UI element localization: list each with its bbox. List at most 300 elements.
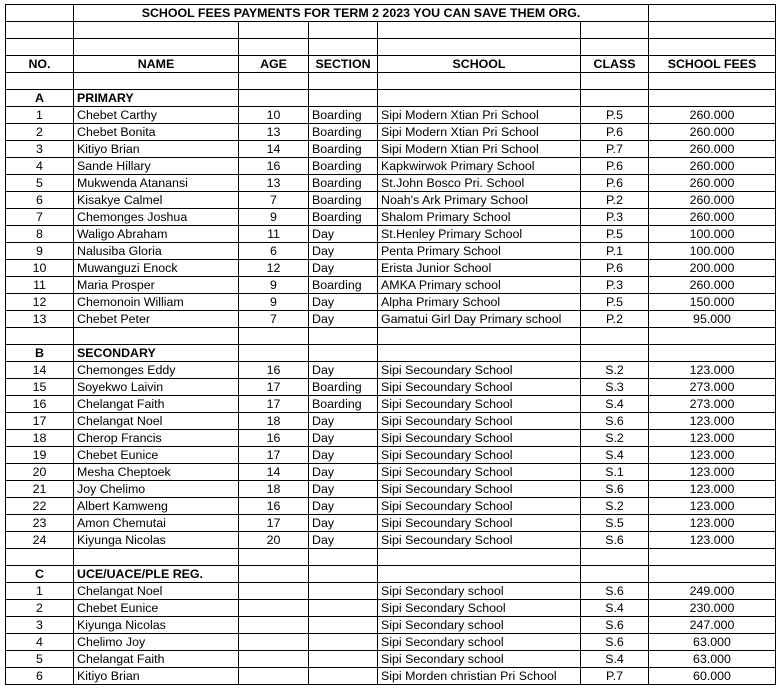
table-row: [6, 464, 776, 481]
cell-section[interactable]: Day: [309, 430, 378, 447]
cell-section[interactable]: Boarding: [309, 158, 378, 175]
cell-section[interactable]: Day: [309, 464, 378, 481]
cell-school[interactable]: Gamatui Girl Day Primary school: [378, 311, 581, 328]
empty-cell[interactable]: [378, 90, 581, 107]
empty-cell[interactable]: [239, 549, 309, 566]
cell-fees[interactable]: 260.000: [649, 141, 776, 158]
section-letter[interactable]: A: [6, 90, 74, 107]
cell-section[interactable]: Boarding: [309, 124, 378, 141]
cell-age[interactable]: 9: [239, 294, 309, 311]
section-label[interactable]: SECONDARY: [74, 345, 239, 362]
cell-class[interactable]: S.4: [581, 447, 649, 464]
cell-school[interactable]: Alpha Primary School: [378, 294, 581, 311]
empty-cell[interactable]: [378, 39, 581, 56]
cell-fees[interactable]: 200.000: [649, 260, 776, 277]
empty-cell[interactable]: [309, 549, 378, 566]
table-row: [6, 107, 776, 124]
cell-name[interactable]: Chebet Peter: [74, 311, 239, 328]
cell-section[interactable]: Boarding: [309, 379, 378, 396]
empty-cell[interactable]: [309, 39, 378, 56]
cell-no[interactable]: 3: [6, 141, 74, 158]
cell-no[interactable]: 5: [6, 175, 74, 192]
empty-cell[interactable]: [378, 328, 581, 345]
empty-cell[interactable]: [239, 328, 309, 345]
empty-cell[interactable]: [6, 39, 74, 56]
cell-school[interactable]: Sipi Secoundary School: [378, 515, 581, 532]
cell-section[interactable]: Day: [309, 532, 378, 549]
cell-no[interactable]: 3: [6, 617, 74, 634]
header-fees[interactable]: SCHOOL FEES: [649, 56, 776, 73]
cell-fees[interactable]: 150.000: [649, 294, 776, 311]
cell-fees[interactable]: 123.000: [649, 498, 776, 515]
cell-age[interactable]: 20: [239, 532, 309, 549]
table-row: [6, 515, 776, 532]
cell-school[interactable]: Sipi Secoundary School: [378, 430, 581, 447]
cell-name[interactable]: Chebet Bonita: [74, 124, 239, 141]
cell-class[interactable]: P.5: [581, 226, 649, 243]
cell-name[interactable]: Albert Kamweng: [74, 498, 239, 515]
cell-class[interactable]: S.4: [581, 651, 649, 668]
cell-class[interactable]: P.2: [581, 192, 649, 209]
table-row: [6, 668, 776, 685]
empty-cell[interactable]: [378, 73, 581, 90]
cell-section[interactable]: Day: [309, 413, 378, 430]
empty-cell[interactable]: [239, 39, 309, 56]
cell-no[interactable]: 11: [6, 277, 74, 294]
cell-class[interactable]: P.7: [581, 668, 649, 685]
cell-name[interactable]: Joy Chelimo: [74, 481, 239, 498]
cell-fees[interactable]: 123.000: [649, 362, 776, 379]
cell-class[interactable]: S.3: [581, 379, 649, 396]
cell-school[interactable]: Shalom Primary School: [378, 209, 581, 226]
empty-cell[interactable]: [649, 328, 776, 345]
cell-section[interactable]: [309, 600, 378, 617]
cell-fees[interactable]: 273.000: [649, 396, 776, 413]
cell-section[interactable]: Day: [309, 362, 378, 379]
empty-cell[interactable]: [74, 39, 239, 56]
cell-age[interactable]: 9: [239, 277, 309, 294]
cell-no[interactable]: 9: [6, 243, 74, 260]
cell-class[interactable]: S.1: [581, 464, 649, 481]
cell-no[interactable]: 23: [6, 515, 74, 532]
empty-cell[interactable]: [378, 549, 581, 566]
section-letter[interactable]: C: [6, 566, 74, 583]
table-row: [6, 413, 776, 430]
cell-age[interactable]: 18: [239, 413, 309, 430]
empty-cell[interactable]: [239, 22, 309, 39]
cell-school[interactable]: Sipi Secondary school: [378, 583, 581, 600]
cell-class[interactable]: S.2: [581, 362, 649, 379]
cell-class[interactable]: S.6: [581, 481, 649, 498]
cell-class[interactable]: P.5: [581, 294, 649, 311]
header-school[interactable]: SCHOOL: [378, 56, 581, 73]
cell-age[interactable]: 13: [239, 175, 309, 192]
cell-name[interactable]: Chebet Eunice: [74, 600, 239, 617]
cell-no[interactable]: 19: [6, 447, 74, 464]
cell-age[interactable]: 6: [239, 243, 309, 260]
cell-no[interactable]: 2: [6, 600, 74, 617]
empty-cell[interactable]: [581, 549, 649, 566]
cell-no[interactable]: 10: [6, 260, 74, 277]
cell-class[interactable]: P.3: [581, 277, 649, 294]
cell-no[interactable]: 6: [6, 192, 74, 209]
cell-age[interactable]: [239, 668, 309, 685]
cell-section[interactable]: Day: [309, 226, 378, 243]
cell-name[interactable]: Chemonoin William: [74, 294, 239, 311]
cell-class[interactable]: S.6: [581, 617, 649, 634]
cell-school[interactable]: Sipi Secoundary School: [378, 481, 581, 498]
cell-name[interactable]: Kiyunga Nicolas: [74, 617, 239, 634]
cell-fees[interactable]: 123.000: [649, 464, 776, 481]
cell-section[interactable]: Boarding: [309, 175, 378, 192]
title-spacer-cell[interactable]: [6, 5, 74, 22]
cell-age[interactable]: 9: [239, 209, 309, 226]
cell-age[interactable]: 17: [239, 396, 309, 413]
cell-fees[interactable]: 247.000: [649, 617, 776, 634]
cell-class[interactable]: P.6: [581, 260, 649, 277]
cell-age[interactable]: 16: [239, 362, 309, 379]
empty-cell[interactable]: [309, 90, 378, 107]
cell-section[interactable]: [309, 651, 378, 668]
cell-school[interactable]: Erista Junior School: [378, 260, 581, 277]
cell-name[interactable]: Chebet Carthy: [74, 107, 239, 124]
cell-name[interactable]: Kitiyo Brian: [74, 141, 239, 158]
cell-no[interactable]: 5: [6, 651, 74, 668]
cell-school[interactable]: Sipi Secoundary School: [378, 498, 581, 515]
cell-name[interactable]: Kitiyo Brian: [74, 668, 239, 685]
cell-name[interactable]: Mukwenda Atanansi: [74, 175, 239, 192]
fees-spreadsheet: [5, 4, 776, 685]
empty-cell[interactable]: [309, 566, 378, 583]
cell-school[interactable]: Sipi Secoundary School: [378, 532, 581, 549]
cell-school[interactable]: Sipi Morden christian Pri School: [378, 668, 581, 685]
empty-cell[interactable]: [239, 345, 309, 362]
cell-fees[interactable]: 95.000: [649, 311, 776, 328]
cell-class[interactable]: S.5: [581, 515, 649, 532]
empty-row: [6, 22, 776, 39]
cell-age[interactable]: 17: [239, 515, 309, 532]
cell-section[interactable]: Day: [309, 481, 378, 498]
cell-class[interactable]: P.1: [581, 243, 649, 260]
cell-fees[interactable]: 260.000: [649, 158, 776, 175]
header-no[interactable]: NO.: [6, 56, 74, 73]
cell-class[interactable]: S.4: [581, 396, 649, 413]
cell-class[interactable]: P.3: [581, 209, 649, 226]
cell-age[interactable]: 16: [239, 158, 309, 175]
cell-no[interactable]: 2: [6, 124, 74, 141]
cell-fees[interactable]: 123.000: [649, 413, 776, 430]
cell-school[interactable]: Sipi Secoundary School: [378, 464, 581, 481]
cell-section[interactable]: Day: [309, 243, 378, 260]
cell-fees[interactable]: 63.000: [649, 651, 776, 668]
empty-cell[interactable]: [6, 22, 74, 39]
cell-class[interactable]: S.6: [581, 583, 649, 600]
empty-cell[interactable]: [6, 73, 74, 90]
cell-age[interactable]: 17: [239, 447, 309, 464]
cell-age[interactable]: 14: [239, 464, 309, 481]
cell-class[interactable]: P.6: [581, 158, 649, 175]
cell-fees[interactable]: 260.000: [649, 192, 776, 209]
cell-name[interactable]: Cherop Francis: [74, 430, 239, 447]
cell-class[interactable]: P.2: [581, 311, 649, 328]
cell-name[interactable]: Chelangat Noel: [74, 413, 239, 430]
header-age[interactable]: AGE: [239, 56, 309, 73]
empty-cell[interactable]: [309, 73, 378, 90]
cell-section[interactable]: [309, 634, 378, 651]
cell-fees[interactable]: 100.000: [649, 226, 776, 243]
cell-fees[interactable]: 273.000: [649, 379, 776, 396]
empty-cell[interactable]: [581, 566, 649, 583]
cell-section[interactable]: Day: [309, 311, 378, 328]
cell-fees[interactable]: 123.000: [649, 515, 776, 532]
cell-name[interactable]: Chelangat Noel: [74, 583, 239, 600]
empty-cell[interactable]: [649, 73, 776, 90]
cell-age[interactable]: 11: [239, 226, 309, 243]
cell-name[interactable]: Mesha Cheptoek: [74, 464, 239, 481]
table-row: [6, 447, 776, 464]
cell-name[interactable]: Soyekwo Laivin: [74, 379, 239, 396]
cell-no[interactable]: 21: [6, 481, 74, 498]
title-row: [6, 5, 776, 22]
cell-section[interactable]: [309, 668, 378, 685]
empty-cell[interactable]: [581, 328, 649, 345]
cell-no[interactable]: 12: [6, 294, 74, 311]
empty-cell[interactable]: [649, 566, 776, 583]
cell-no[interactable]: 22: [6, 498, 74, 515]
cell-school[interactable]: Sipi Secoundary School: [378, 413, 581, 430]
cell-fees[interactable]: 260.000: [649, 175, 776, 192]
cell-school[interactable]: Sipi Secoundary School: [378, 447, 581, 464]
cell-name[interactable]: Chemonges Joshua: [74, 209, 239, 226]
cell-name[interactable]: Waligo Abraham: [74, 226, 239, 243]
cell-school[interactable]: Kapkwirwok Primary School: [378, 158, 581, 175]
header-section[interactable]: SECTION: [309, 56, 378, 73]
table-row: [6, 651, 776, 668]
empty-cell[interactable]: [581, 345, 649, 362]
cell-no[interactable]: 17: [6, 413, 74, 430]
cell-section[interactable]: Day: [309, 260, 378, 277]
cell-age[interactable]: [239, 600, 309, 617]
table-row: [6, 226, 776, 243]
cell-school[interactable]: Noah's Ark Primary School: [378, 192, 581, 209]
cell-section[interactable]: Day: [309, 447, 378, 464]
cell-fees[interactable]: 260.000: [649, 107, 776, 124]
table-row: [6, 294, 776, 311]
cell-name[interactable]: Muwanguzi Enock: [74, 260, 239, 277]
cell-name[interactable]: Kiyunga Nicolas: [74, 532, 239, 549]
cell-section[interactable]: Boarding: [309, 277, 378, 294]
cell-no[interactable]: 8: [6, 226, 74, 243]
empty-cell[interactable]: [309, 345, 378, 362]
table-row: [6, 600, 776, 617]
cell-section[interactable]: Boarding: [309, 209, 378, 226]
empty-cell[interactable]: [239, 73, 309, 90]
title-spacer-cell[interactable]: [649, 5, 776, 22]
empty-cell[interactable]: [74, 328, 239, 345]
cell-age[interactable]: [239, 583, 309, 600]
cell-age[interactable]: 14: [239, 141, 309, 158]
cell-section[interactable]: [309, 617, 378, 634]
empty-cell[interactable]: [649, 22, 776, 39]
table-row: [6, 379, 776, 396]
cell-no[interactable]: 7: [6, 209, 74, 226]
empty-cell[interactable]: [309, 22, 378, 39]
cell-no[interactable]: 18: [6, 430, 74, 447]
cell-age[interactable]: 10: [239, 107, 309, 124]
cell-class[interactable]: P.6: [581, 175, 649, 192]
cell-age[interactable]: 17: [239, 379, 309, 396]
cell-no[interactable]: 13: [6, 311, 74, 328]
cell-section[interactable]: Day: [309, 515, 378, 532]
empty-cell[interactable]: [309, 328, 378, 345]
cell-section[interactable]: Boarding: [309, 396, 378, 413]
cell-name[interactable]: Chebet Eunice: [74, 447, 239, 464]
cell-no[interactable]: 15: [6, 379, 74, 396]
cell-school[interactable]: Sipi Modern Xtian Pri School: [378, 107, 581, 124]
empty-cell[interactable]: [649, 39, 776, 56]
empty-cell[interactable]: [74, 22, 239, 39]
cell-fees[interactable]: 249.000: [649, 583, 776, 600]
cell-school[interactable]: Sipi Secondary school: [378, 651, 581, 668]
cell-no[interactable]: 14: [6, 362, 74, 379]
cell-age[interactable]: 16: [239, 430, 309, 447]
cell-age[interactable]: [239, 634, 309, 651]
cell-class[interactable]: S.2: [581, 498, 649, 515]
cell-fees[interactable]: 123.000: [649, 481, 776, 498]
cell-fees[interactable]: 260.000: [649, 209, 776, 226]
empty-row: [6, 328, 776, 345]
cell-fees[interactable]: 123.000: [649, 447, 776, 464]
cell-class[interactable]: S.6: [581, 532, 649, 549]
empty-cell[interactable]: [239, 566, 309, 583]
section-letter[interactable]: B: [6, 345, 74, 362]
empty-cell[interactable]: [581, 39, 649, 56]
section-header-row: [6, 345, 776, 362]
cell-school[interactable]: Sipi Modern Xtian Pri School: [378, 124, 581, 141]
cell-name[interactable]: Nalusiba Gloria: [74, 243, 239, 260]
header-name[interactable]: NAME: [74, 56, 239, 73]
cell-name[interactable]: Amon Chemutai: [74, 515, 239, 532]
cell-school[interactable]: AMKA Primary school: [378, 277, 581, 294]
cell-name[interactable]: Chemonges Eddy: [74, 362, 239, 379]
cell-school[interactable]: St.John Bosco Pri. School: [378, 175, 581, 192]
section-header-row: [6, 90, 776, 107]
cell-class[interactable]: P.5: [581, 107, 649, 124]
cell-age[interactable]: 12: [239, 260, 309, 277]
cell-fees[interactable]: 123.000: [649, 430, 776, 447]
cell-name[interactable]: Chelangat Faith: [74, 396, 239, 413]
cell-no[interactable]: 20: [6, 464, 74, 481]
cell-name[interactable]: Sande Hillary: [74, 158, 239, 175]
cell-age[interactable]: 13: [239, 124, 309, 141]
empty-cell[interactable]: [239, 90, 309, 107]
table-row: [6, 532, 776, 549]
cell-school[interactable]: Sipi Secondary school: [378, 617, 581, 634]
empty-cell[interactable]: [378, 345, 581, 362]
cell-name[interactable]: Kisakye Calmel: [74, 192, 239, 209]
cell-section[interactable]: [309, 583, 378, 600]
cell-name[interactable]: Maria Prosper: [74, 277, 239, 294]
cell-age[interactable]: 7: [239, 311, 309, 328]
cell-no[interactable]: 24: [6, 532, 74, 549]
cell-fees[interactable]: 63.000: [649, 634, 776, 651]
cell-fees[interactable]: 260.000: [649, 124, 776, 141]
empty-cell[interactable]: [581, 22, 649, 39]
cell-section[interactable]: Boarding: [309, 107, 378, 124]
sheet-title[interactable]: SCHOOL FEES PAYMENTS FOR TERM 2 2023 YOU CAN SAVE THEM ORG.: [74, 5, 649, 22]
cell-school[interactable]: Sipi Secoundary School: [378, 379, 581, 396]
cell-class[interactable]: S.2: [581, 430, 649, 447]
empty-cell[interactable]: [74, 73, 239, 90]
table-row: [6, 260, 776, 277]
empty-cell[interactable]: [581, 90, 649, 107]
cell-no[interactable]: 16: [6, 396, 74, 413]
cell-school[interactable]: Sipi Secoundary School: [378, 362, 581, 379]
cell-school[interactable]: Sipi Secondary school: [378, 634, 581, 651]
cell-section[interactable]: Day: [309, 498, 378, 515]
cell-no[interactable]: 1: [6, 107, 74, 124]
empty-cell[interactable]: [378, 566, 581, 583]
empty-cell[interactable]: [649, 345, 776, 362]
cell-class[interactable]: S.6: [581, 634, 649, 651]
cell-age[interactable]: 18: [239, 481, 309, 498]
cell-class[interactable]: S.6: [581, 413, 649, 430]
cell-name[interactable]: Chelangat Faith: [74, 651, 239, 668]
cell-school[interactable]: St.Henley Primary School: [378, 226, 581, 243]
cell-fees[interactable]: 260.000: [649, 277, 776, 294]
cell-school[interactable]: Sipi Secoundary School: [378, 396, 581, 413]
cell-class[interactable]: P.6: [581, 124, 649, 141]
cell-no[interactable]: 4: [6, 634, 74, 651]
cell-age[interactable]: [239, 651, 309, 668]
empty-cell[interactable]: [74, 549, 239, 566]
empty-cell[interactable]: [6, 549, 74, 566]
table-row: [6, 311, 776, 328]
cell-no[interactable]: 6: [6, 668, 74, 685]
table-row: [6, 634, 776, 651]
cell-school[interactable]: Penta Primary School: [378, 243, 581, 260]
empty-cell[interactable]: [6, 328, 74, 345]
table-row: [6, 175, 776, 192]
empty-cell[interactable]: [378, 22, 581, 39]
cell-school[interactable]: Sipi Modern Xtian Pri School: [378, 141, 581, 158]
section-label[interactable]: PRIMARY: [74, 90, 239, 107]
cell-section[interactable]: Day: [309, 294, 378, 311]
empty-cell[interactable]: [649, 549, 776, 566]
table-row: [6, 481, 776, 498]
cell-class[interactable]: P.7: [581, 141, 649, 158]
cell-fees[interactable]: 100.000: [649, 243, 776, 260]
cell-fees[interactable]: 230.000: [649, 600, 776, 617]
cell-section[interactable]: Boarding: [309, 141, 378, 158]
cell-age[interactable]: 7: [239, 192, 309, 209]
header-class[interactable]: CLASS: [581, 56, 649, 73]
cell-age[interactable]: [239, 617, 309, 634]
cell-no[interactable]: 4: [6, 158, 74, 175]
cell-name[interactable]: Chelimo Joy: [74, 634, 239, 651]
cell-school[interactable]: Sipi Secondary School: [378, 600, 581, 617]
table-row: [6, 243, 776, 260]
cell-no[interactable]: 1: [6, 583, 74, 600]
cell-section[interactable]: Boarding: [309, 192, 378, 209]
empty-cell[interactable]: [649, 90, 776, 107]
cell-fees[interactable]: 123.000: [649, 532, 776, 549]
cell-class[interactable]: S.4: [581, 600, 649, 617]
section-label[interactable]: UCE/UACE/PLE REG.: [74, 566, 239, 583]
cell-age[interactable]: 16: [239, 498, 309, 515]
cell-fees[interactable]: 60.000: [649, 668, 776, 685]
empty-cell[interactable]: [581, 73, 649, 90]
